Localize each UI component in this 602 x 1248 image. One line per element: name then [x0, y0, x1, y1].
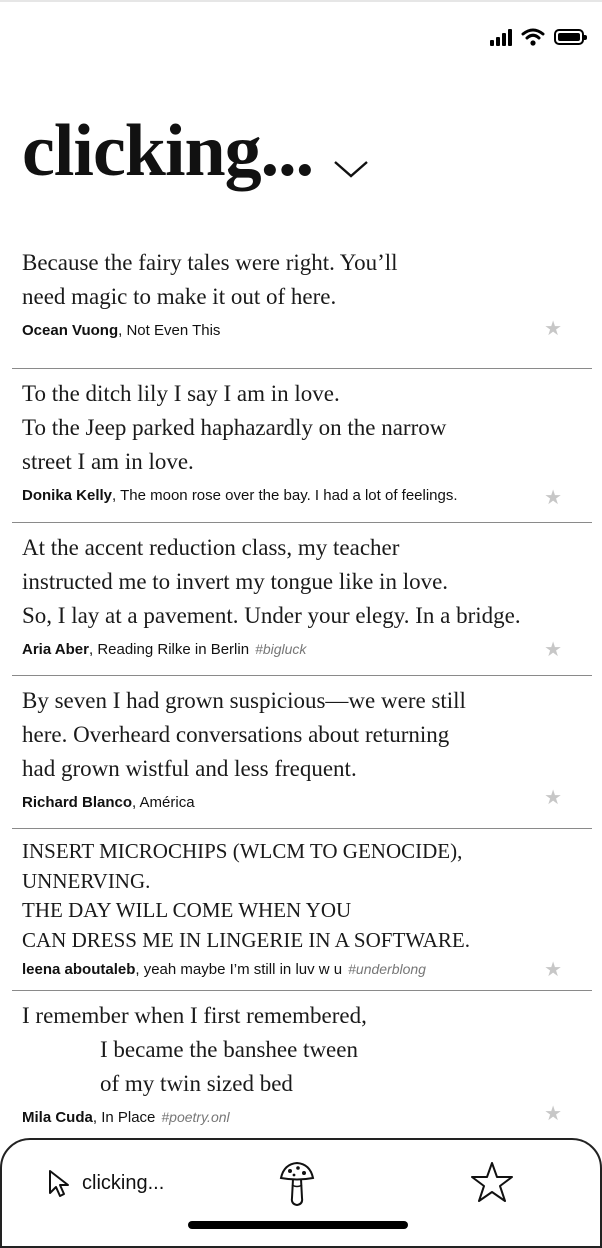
hashtag[interactable]: #poetry.onl: [161, 1109, 230, 1125]
chevron-down-icon[interactable]: [333, 158, 369, 180]
tab-bar: [0, 1138, 602, 1248]
tab-clicking-label: clicking...: [82, 1171, 165, 1194]
battery-icon: [554, 29, 584, 45]
status-bar: [490, 28, 584, 46]
attribution: Richard Blanco, América: [22, 794, 195, 811]
top-edge: [0, 0, 602, 2]
favorite-star-icon[interactable]: ★: [544, 957, 562, 981]
author-name[interactable]: Aria Aber: [22, 641, 89, 658]
tab-favorites[interactable]: [470, 1160, 514, 1208]
wifi-icon: [521, 28, 545, 46]
star-outline-icon: [470, 1160, 514, 1204]
favorite-star-icon[interactable]: ★: [544, 316, 562, 340]
tab-mushroom[interactable]: [278, 1160, 316, 1212]
favorite-star-icon[interactable]: ★: [544, 637, 562, 661]
quote-text: At the accent reduction class, my teacher instructed me to invert my tongue like in love. So, I lay at a pavement. Under your elegy. In a bridge.: [22, 535, 521, 628]
attribution: Aria Aber, Reading Rilke in Berlin #bigluck: [22, 641, 307, 658]
cursor-icon: [46, 1168, 72, 1198]
hashtag[interactable]: #underblong: [348, 961, 426, 977]
tab-clicking[interactable]: [46, 1168, 164, 1198]
work-title: yeah maybe I’m still in luv w u: [143, 961, 343, 978]
attribution: Ocean Vuong, Not Even This: [22, 322, 221, 339]
hashtag[interactable]: #bigluck: [255, 641, 307, 657]
quote-text: INSERT MICROCHIPS (WLCM TO GENOCIDE), UNNERVING. THE DAY WILL COME WHEN YOU CAN DRESS ME IN LINGERIE IN A SOFTWARE.: [22, 839, 471, 952]
work-title: In Place: [101, 1109, 156, 1126]
home-indicator: [188, 1221, 408, 1229]
quote-text: To the ditch lily I say I am in love. To the Jeep parked haphazardly on the narrow street I am in love.: [22, 381, 447, 474]
signal-icon: [490, 28, 512, 46]
page-title: clicking...: [22, 110, 314, 192]
attribution: Donika Kelly, The moon rose over the bay. I had a lot of feelings.: [22, 487, 458, 504]
work-title: Not Even This: [126, 322, 221, 339]
quote-text: I remember when I first remembered, I became the banshee tween of my twin sized bed: [22, 1003, 367, 1096]
quote-entry[interactable]: [12, 369, 592, 523]
work-title: América: [139, 794, 195, 811]
favorite-star-icon[interactable]: ★: [544, 485, 562, 509]
author-name[interactable]: Ocean Vuong: [22, 322, 119, 339]
work-title: Reading Rilke in Berlin: [97, 641, 250, 658]
quote-entry[interactable]: [12, 523, 592, 676]
work-title: The moon rose over the bay. I had a lot of feelings.: [120, 487, 458, 504]
quote-text: Because the fairy tales were right. You’ll need magic to make it out of here.: [22, 250, 398, 309]
quote-entry[interactable]: [12, 676, 592, 829]
quote-entry[interactable]: [12, 991, 592, 1136]
author-name[interactable]: Donika Kelly: [22, 487, 113, 504]
quote-text: By seven I had grown suspicious—we were still here. Overheard conversations about returning had grown wistful and less frequent.: [22, 688, 466, 781]
favorite-star-icon[interactable]: ★: [544, 785, 562, 809]
author-name[interactable]: Mila Cuda: [22, 1109, 93, 1126]
quote-entry[interactable]: [12, 829, 592, 991]
quote-entry[interactable]: [12, 246, 592, 369]
mushroom-icon: [278, 1160, 316, 1208]
quote-feed: [12, 246, 592, 1136]
author-name[interactable]: Richard Blanco: [22, 794, 133, 811]
author-name[interactable]: leena aboutaleb: [22, 961, 136, 978]
attribution: Mila Cuda, In Place #poetry.onl: [22, 1109, 230, 1126]
header: [22, 108, 369, 194]
favorite-star-icon[interactable]: ★: [544, 1101, 562, 1125]
attribution: leena aboutaleb, yeah maybe I’m still in luv w u #underblong: [22, 961, 426, 978]
